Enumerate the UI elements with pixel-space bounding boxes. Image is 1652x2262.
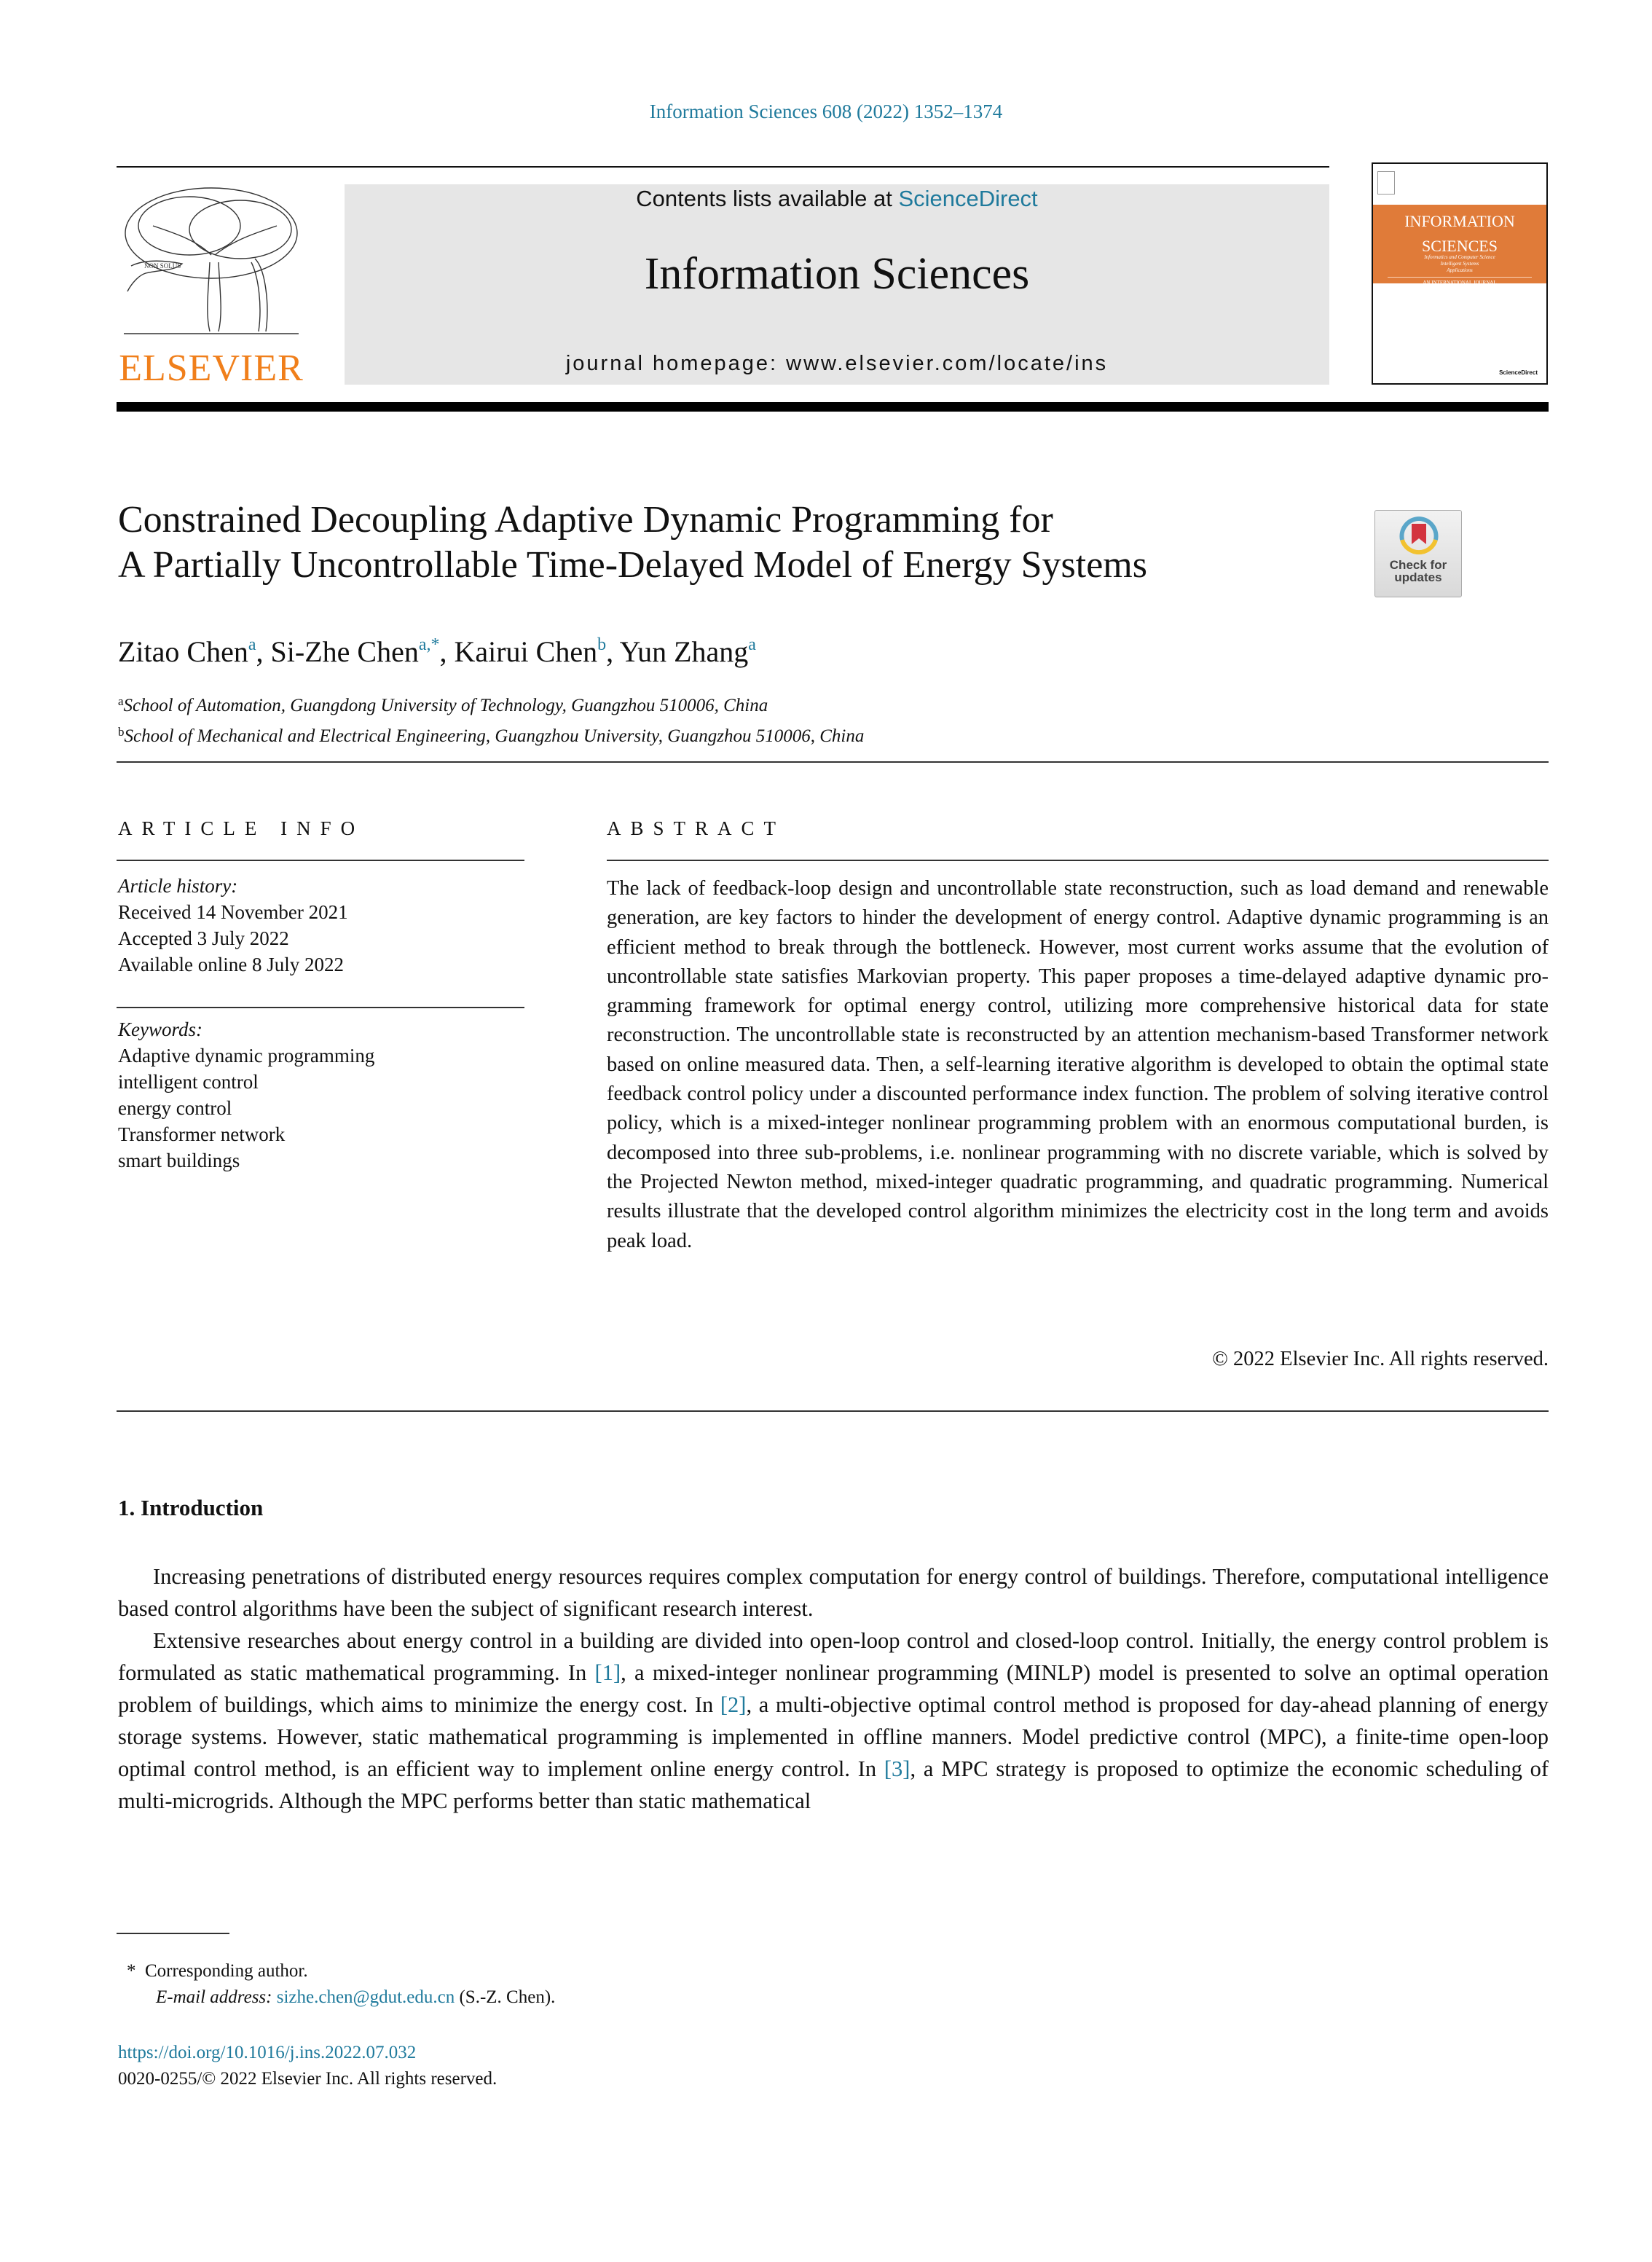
author-name[interactable]: Kairui Chen bbox=[454, 635, 598, 668]
header-top-rule bbox=[117, 166, 1329, 168]
abstract-heading: ABSTRACT bbox=[607, 817, 786, 839]
history-item: Available online 8 July 2022 bbox=[118, 954, 344, 975]
sciencedirect-link[interactable]: ScienceDirect bbox=[898, 186, 1038, 211]
journal-title: Information Sciences bbox=[644, 249, 1030, 299]
history-item: Received 14 November 2021 bbox=[118, 901, 348, 923]
keyword-item: Transformer network bbox=[118, 1123, 286, 1145]
contents-line: Contents lists available at ScienceDirect bbox=[636, 186, 1038, 211]
journal-cover-thumbnail[interactable]: INFORMATION SCIENCES Informatics and Computer Science Intelligent Systems Applications AN INTERNATIONAL JOURNAL ScienceDirect bbox=[1372, 162, 1548, 385]
email-note: E-mail address: sizhe.chen@gdut.edu.cn (S.-Z. Chen). bbox=[156, 1987, 556, 2007]
elsevier-wordmark: ELSEVIER bbox=[119, 347, 304, 389]
introduction-body bbox=[118, 1560, 1549, 1817]
history-item: Accepted 3 July 2022 bbox=[118, 927, 289, 949]
cover-band: INFORMATION SCIENCES Informatics and Computer Science Intelligent Systems Applications AN INTERNATIONAL JOURNAL bbox=[1373, 205, 1546, 283]
keyword-item: smart buildings bbox=[118, 1150, 240, 1171]
journal-reference-link[interactable]: Information Sciences 608 (2022) 1352–1374 bbox=[649, 101, 1003, 122]
issn-copyright: 0020-0255/© 2022 Elsevier Inc. All rights reserved. bbox=[118, 2069, 497, 2089]
elsevier-tree-icon bbox=[117, 182, 306, 342]
author-affil-link[interactable]: a,* bbox=[418, 635, 440, 654]
affiliation-rule bbox=[117, 761, 1549, 763]
author-affil-link[interactable]: a bbox=[248, 635, 256, 654]
article-info-rule bbox=[117, 860, 524, 861]
abstract-copyright: © 2022 Elsevier Inc. All rights reserved. bbox=[1212, 1348, 1549, 1370]
abstract-rule bbox=[607, 860, 1549, 861]
keywords-rule bbox=[117, 1007, 524, 1008]
doi-link[interactable]: https://doi.org/10.1016/j.ins.2022.07.032 bbox=[118, 2043, 417, 2062]
paragraph: Increasing penetrations of distributed energy resources requires complex computation for energy control of buildings. Therefore, computational intelligence based control algorithms have been the subject of significant research interest. bbox=[118, 1564, 1549, 1621]
affiliation-item: $^a$School of Automation, Guangdong University of Technology, Guangzhou 510006, China bbox=[118, 694, 768, 715]
keyword-item: energy control bbox=[118, 1097, 232, 1119]
email-link[interactable]: sizhe.chen@gdut.edu.cn bbox=[276, 1987, 455, 2007]
author-list: Zitao Chen$^a$, Si-Zhe Chen$^{a,*}$, Kairui Chen$^b$, Yun Zhang$^a$ bbox=[118, 635, 756, 668]
section-heading-introduction: 1. Introduction bbox=[118, 1495, 264, 1520]
journal-homepage[interactable]: journal homepage: www.elsevier.com/locate/ins bbox=[565, 352, 1109, 375]
doi-block bbox=[118, 2040, 497, 2092]
check-for-updates-button[interactable]: Check for updates bbox=[1374, 510, 1462, 597]
author-affil-link[interactable]: a bbox=[748, 635, 756, 654]
article-info-heading: ARTICLE INFO bbox=[118, 817, 365, 839]
elsevier-logo bbox=[117, 182, 306, 390]
footnote-rule bbox=[117, 1933, 229, 1934]
affiliations bbox=[118, 688, 864, 750]
citation-link[interactable]: [2] bbox=[720, 1692, 747, 1717]
author-affil-link[interactable]: b bbox=[597, 635, 607, 654]
article-title: Constrained Decoupling Adaptive Dynamic Programming for A Partially Uncontrollable Time-Delayed Model of Energy Systems bbox=[118, 499, 1147, 586]
abstract-text: The lack of feedback-loop design and uncontrollable state reconstruction, such as load demand and renewable generation, are key factors to hinder the development of energy control. Adaptive dynamic programming is an efficient method to break through the bottleneck. However, most current works assume that the evolution of uncontrollable state satisfies Markovian property. This paper proposes a time-delayed adaptive dynamic programming framework for optimal energy control, utilizing more comprehensive historical data for state reconstruction. The uncontrollable state is reconstructed by an attention mechanism-based Transformer network based on online measured data. Then, a self-learning iterative algorithm is developed to obtain the optimal state feedback control policy under a discounted performance index function. The problem of solving iterative control policy, which is a mixed-integer nonlinear programming problem with an enormous computational burden, is decomposed into three sub-problems, i.e. nonlinear programming with no discrete variable, which is solved by the Projected Newton method, mixed-integer quadratic programming, and quadratic programming. Numerical results illustrate that the developed control algorithm minimizes the electricity cost in the long term and avoids peak load. bbox=[607, 877, 1549, 1252]
affiliation-item: $^b$School of Mechanical and Electrical Engineering, Guangzhou University, Guangzhou 510006, China bbox=[118, 725, 865, 746]
keyword-item: Adaptive dynamic programming bbox=[118, 1045, 375, 1067]
cover-elsevier-icon bbox=[1377, 171, 1395, 195]
keyword-item: intelligent control bbox=[118, 1071, 259, 1093]
keywords: Keywords: Adaptive dynamic programming intelligent control energy control Transformer network smart buildings bbox=[118, 1016, 374, 1174]
corresponding-author-note: * Corresponding author. bbox=[127, 1961, 308, 1981]
paragraph: Extensive researches about energy control in a building are divided into open-loop control and closed-loop control. Initially, the energy control problem is formulated as static mathematical programming. In [1], a mixed-integer nonlinear programming (MINLP) model is presented to solve an optimal operation problem of buildings, which aims to minimize the energy cost. In [2], a multi-objective optimal control method is proposed for day-ahead planning of energy storage systems. However, static mathematical programming is implemented in offline manners. Model predictive control (MPC), a finite-time open-loop optimal control method, is an efficient way to implement online energy control. In [3], a MPC strategy is proposed to optimize the economic scheduling of multi-microgrids. Although the MPC performs better than static mathematical bbox=[118, 1628, 1549, 1813]
journal-banner bbox=[345, 184, 1329, 385]
article-history: Article history: Received 14 November 2021 Accepted 3 July 2022 Available online 8 July 2022 bbox=[118, 873, 348, 978]
footnotes bbox=[127, 1958, 555, 2011]
author-name[interactable]: Si-Zhe Chen bbox=[270, 635, 419, 668]
abstract-bottom-rule bbox=[117, 1410, 1549, 1412]
svg-text:NON SOLUS: NON SOLUS bbox=[144, 262, 181, 270]
author-name[interactable]: Zitao Chen bbox=[118, 635, 248, 668]
citation-link[interactable]: [3] bbox=[884, 1756, 910, 1781]
header-thick-rule bbox=[117, 402, 1549, 412]
author-name[interactable]: Yun Zhang bbox=[619, 635, 749, 668]
crossmark-icon bbox=[1399, 517, 1439, 556]
citation-link[interactable]: [1] bbox=[594, 1660, 621, 1685]
